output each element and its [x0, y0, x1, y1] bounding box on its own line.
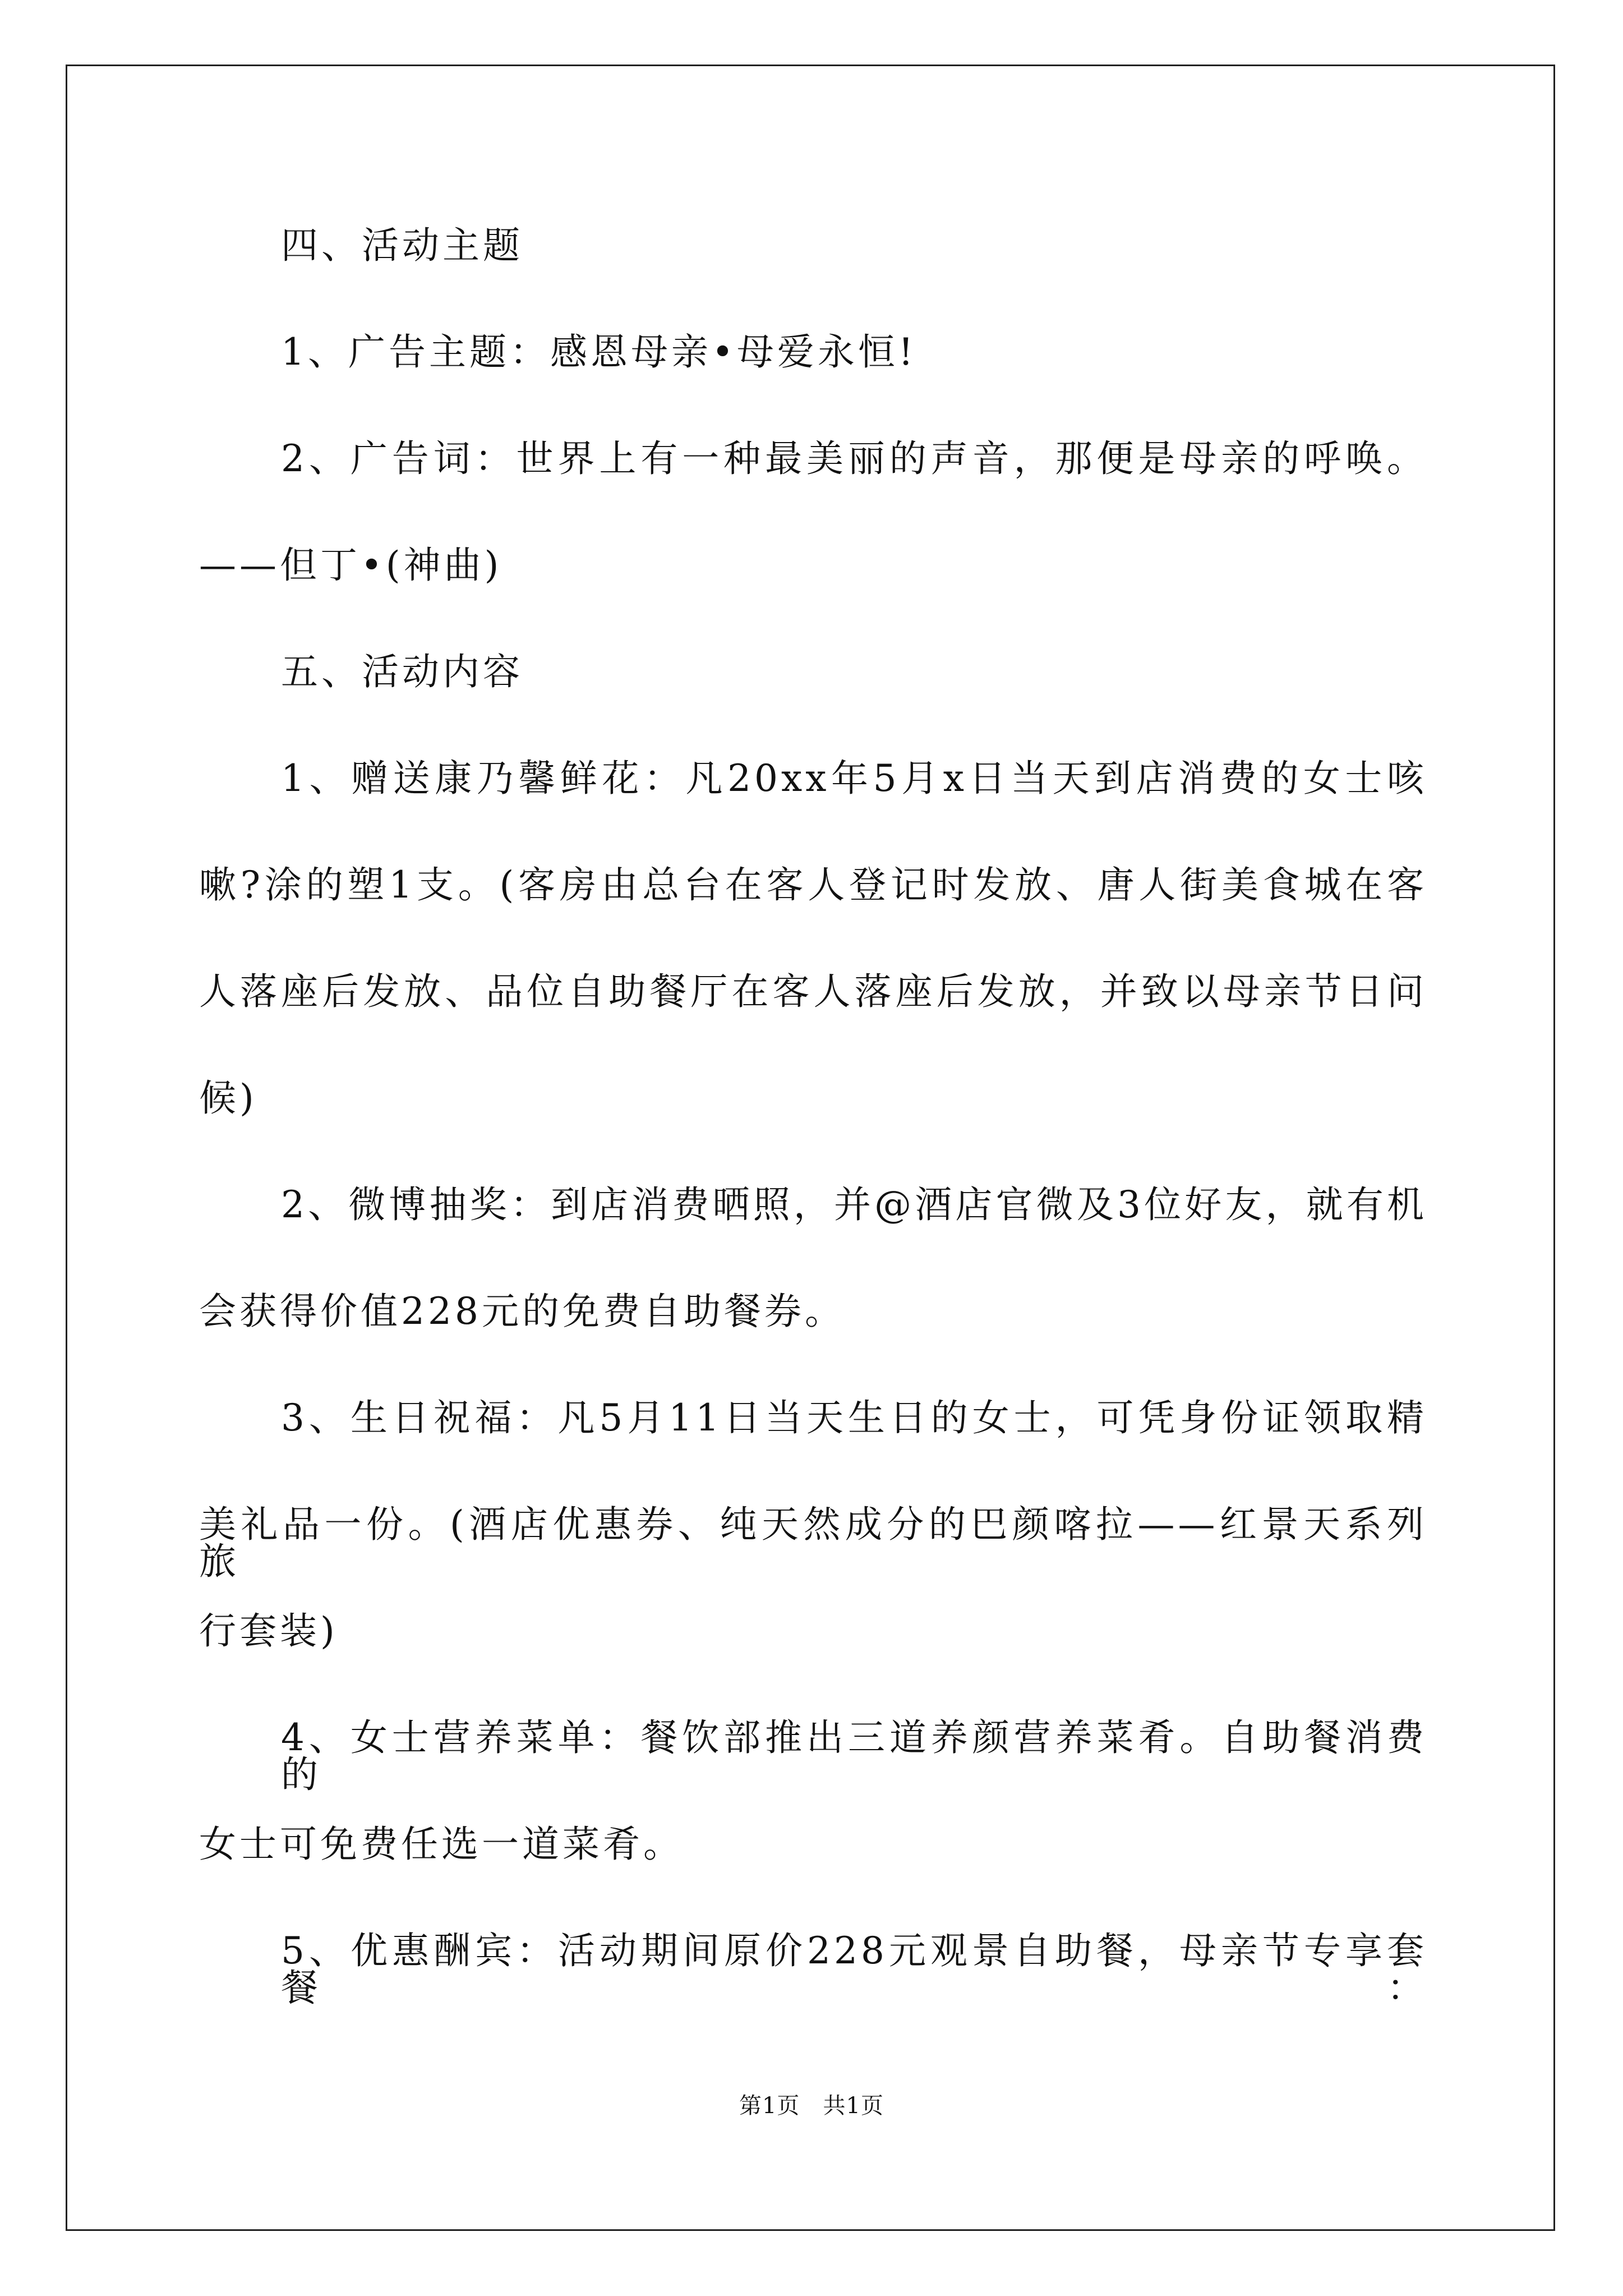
- paragraph-item1-line1: 1、赠送康乃馨鲜花：凡20xx年5月x日当天到店消费的女士咳: [281, 757, 1427, 800]
- paragraph-item2-line1: 2、微博抽奖：到店消费晒照，并@酒店官微及3位好友，就有机: [281, 1183, 1427, 1226]
- section-heading-theme: 四、活动主题: [281, 224, 523, 267]
- paragraph-ad-theme: 1、广告主题：感恩母亲•母爱永恒!: [281, 330, 917, 374]
- section-heading-content: 五、活动内容: [281, 650, 523, 693]
- paragraph-item2-line2: 会获得价值228元的免费自助餐券。: [199, 1290, 845, 1333]
- page-footer: 第1页 共1页: [739, 2093, 884, 2119]
- paragraph-item1-line2: 嗽?涂的塑1支。(客房由总台在客人登记时发放、唐人街美食城在客: [199, 863, 1427, 907]
- paragraph-item4-line1: 4、女士营养菜单：餐饮部推出三道养颜营养菜肴。自助餐消费的: [281, 1716, 1427, 1796]
- paragraph-ad-slogan-attribution: ——但丁•(神曲): [199, 544, 502, 587]
- paragraph-item3-line2: 美礼品一份。(酒店优惠券、纯天然成分的巴颜喀拉——红景天系列旅: [199, 1503, 1427, 1583]
- paragraph-item1-line3: 人落座后发放、品位自助餐厅在客人落座后发放，并致以母亲节日问: [199, 970, 1427, 1013]
- paragraph-item3-line1: 3、生日祝福：凡5月11日当天生日的女士，可凭身份证领取精: [281, 1396, 1427, 1439]
- paragraph-ad-slogan: 2、广告词：世界上有一种最美丽的声音，那便是母亲的呼唤。: [281, 437, 1427, 480]
- paragraph-item5-line1: 5、优惠酬宾：活动期间原价228元观景自助餐，母亲节专享套餐：: [281, 1929, 1427, 2009]
- paragraph-item1-line4: 候): [199, 1076, 257, 1120]
- paragraph-item4-line2: 女士可免费任选一道菜肴。: [199, 1823, 684, 1866]
- paragraph-item3-line3: 行套装): [199, 1609, 338, 1653]
- page-frame: [66, 65, 1555, 2231]
